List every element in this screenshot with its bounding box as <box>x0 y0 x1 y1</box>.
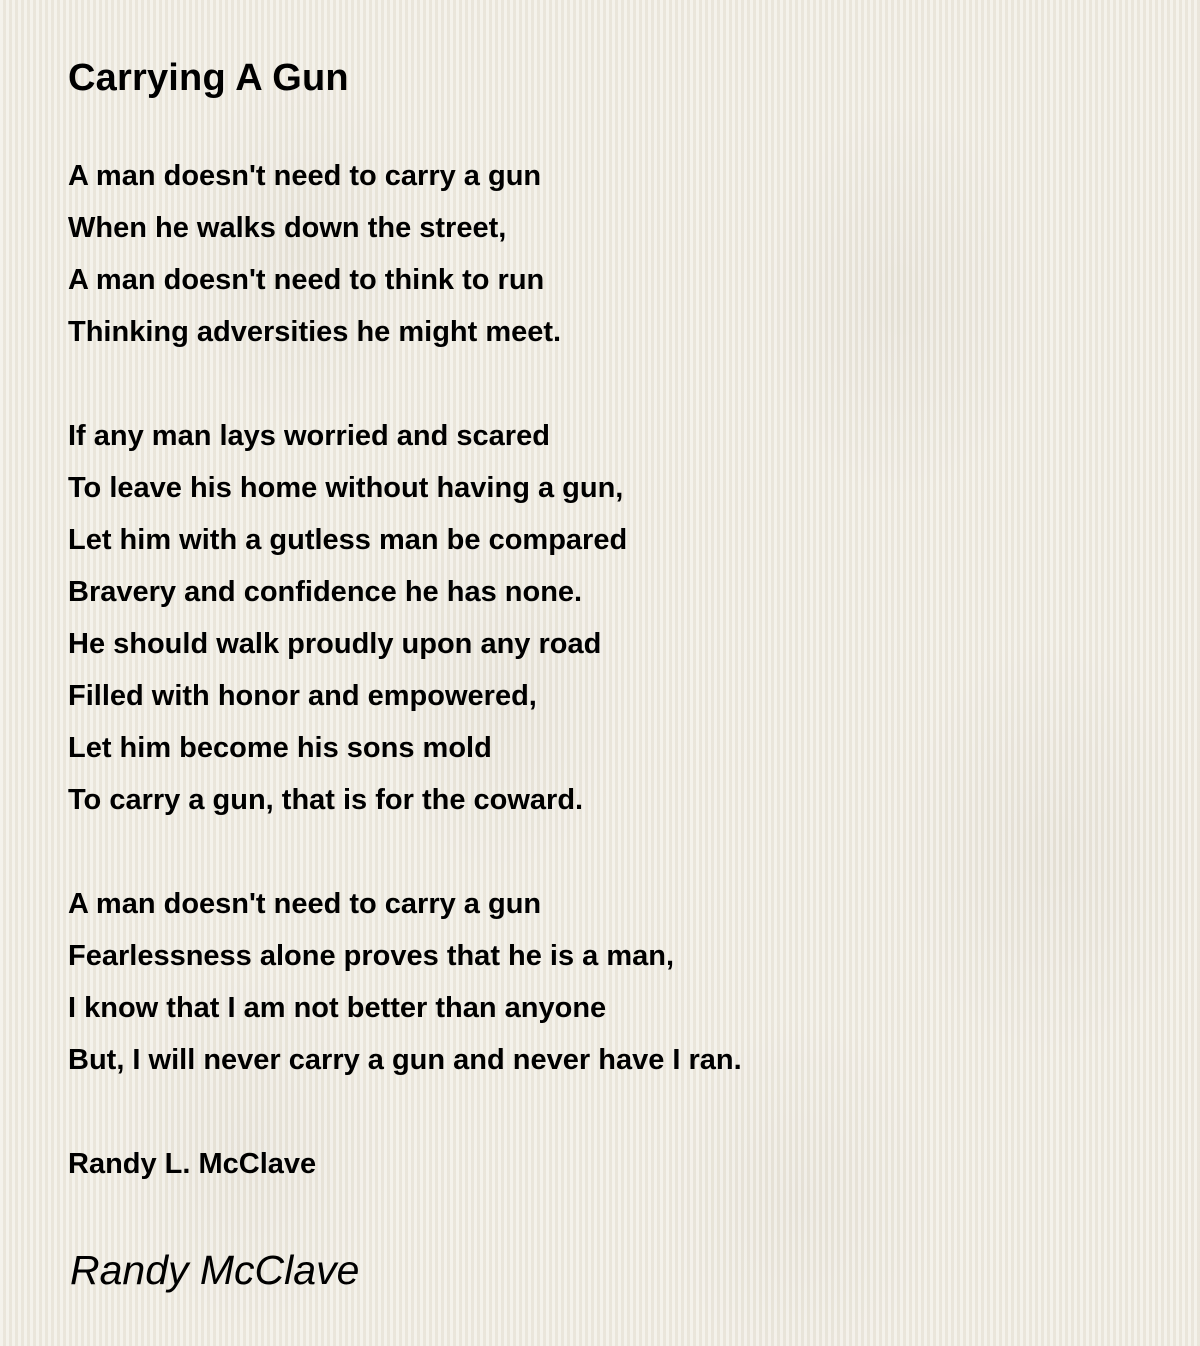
poem-line: Let him become his sons mold <box>68 732 492 764</box>
stanza-2 <box>68 410 742 826</box>
poem-title: Carrying A Gun <box>68 57 349 99</box>
poem-body <box>68 150 742 1190</box>
poem-line: Let him with a gutless man be compared <box>68 524 628 556</box>
poem-line: A man doesn't need to think to run <box>68 264 545 296</box>
poem-line: Thinking adversities he might meet. <box>68 316 562 348</box>
poem-line: A man doesn't need to carry a gun <box>68 160 542 192</box>
poem-line: Fearlessness alone proves that he is a man, <box>68 940 675 972</box>
poem-byline: Randy L. McClave <box>68 1148 317 1180</box>
poem-line: He should walk proudly upon any road <box>68 628 602 660</box>
poet-signature: Randy McClave <box>70 1247 360 1293</box>
poem-line: A man doesn't need to carry a gun <box>68 888 542 920</box>
poem-line: I know that I am not better than anyone <box>68 992 607 1024</box>
poem-line: If any man lays worried and scared <box>68 420 550 452</box>
poem-line: To leave his home without having a gun, <box>68 472 624 504</box>
poem-line: But, I will never carry a gun and never have I ran. <box>68 1044 742 1076</box>
poem-line: Bravery and confidence he has none. <box>68 576 583 608</box>
poem-line: To carry a gun, that is for the coward. <box>68 784 584 816</box>
stanza-3 <box>68 878 742 1086</box>
stanza-1 <box>68 150 742 358</box>
poem-line: When he walks down the street, <box>68 212 507 244</box>
poem-line: Filled with honor and empowered, <box>68 680 537 712</box>
